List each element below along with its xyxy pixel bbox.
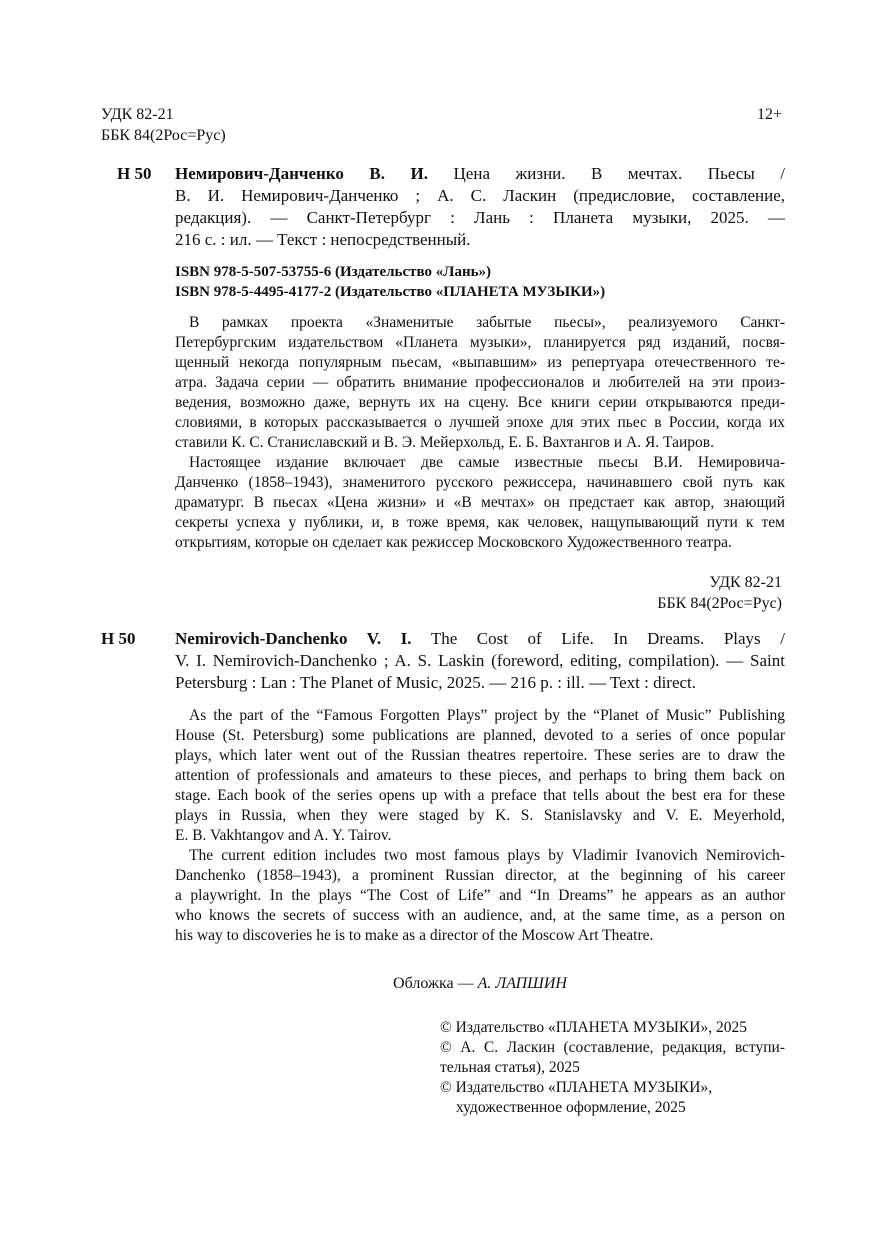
abstract-line: plays, which later went out of the Russian theatres repertoire. These series are to draw the [175,747,785,764]
age-rating: 12+ [757,106,783,123]
bibliographic-entry-en [175,628,785,694]
entry-line: V. I. Nemirovich-Danchenko ; A. S. Laskin (foreword, editing, compilation). — Saint [175,651,785,670]
bbk-code: ББК 84(2Рос=Рус) [657,595,782,612]
author-mark-ru: Н 50 [117,164,152,183]
isbn-lan: ISBN 978-5-507-53755-6 (Издательство «Лань») [175,264,492,280]
abstract-line: щенный некогда популярным пьесам, «выпавшим» из репертуара отечественного те- [175,354,785,371]
abstract-line: attention of professionals and amateurs to these pieces, and perhaps to bring them back on [175,767,785,784]
author-name-en: Nemirovich-Danchenko V. I. [175,629,412,648]
author-mark-en: Н 50 [101,629,136,648]
entry-line: Petersburg : Lan : The Planet of Music, 2025. — 216 p. : ill. — Text : direct. [175,673,697,692]
abstract-line: E. B. Vakhtangov and A. Y. Tairov. [175,827,392,844]
abstract-line: The current edition includes two most famous plays by Vladimir Ivanovich Nemirovich- [189,847,785,864]
abstract-line: ведения, возможно даже, вернуть их на сцену. Все книги серии открываются преди- [175,394,785,411]
abstract-line: словиями, в которых рассказывается о лучшей эпохе для этих пьес в России, когда их [175,414,785,431]
abstract-line: секреты успеха у публики, и, в тоже время, как человек, нащупывающий пути к тем [175,514,785,531]
isbn-block [175,262,605,302]
cover-credit [175,973,785,994]
abstract-line: атра. Задача серии — обратить внимание профессионалов и любителей на эти произ- [175,374,785,391]
abstract-line: Петербургским издательством «Планета музыки», планируется ряд изданий, посвя- [175,334,785,351]
abstract-line: Настоящее издание включает две самые известные пьесы В.И. Немировича- [189,454,785,471]
abstract-line: В рамках проекта «Знаменитые забытые пьесы», реализуемого Санкт- [189,314,785,331]
bibliographic-entry-ru [175,163,785,251]
abstract-line: As the part of the “Famous Forgotten Plays” project by the “Planet of Music” Publishing [189,707,785,724]
entry-title-en: The Cost of Life. In Dreams. Plays / [430,629,785,648]
classification-header [101,104,226,146]
abstract-line: Danchenko (1858–1943), a prominent Russian director, at the beginning of his career [175,867,785,884]
entry-line [175,163,785,185]
entry-line: редакция). — Санкт-Петербург : Лань : Планета музыки, 2025. — [175,208,785,227]
isbn-planet-music: ISBN 978-5-4495-4177-2 (Издательство «ПЛАНЕТА МУЗЫКИ») [175,284,606,300]
udk-code: УДК 82-21 [709,574,782,591]
abstract-line: stage. Each book of the series opens up with a preface that tells about the best era for these [175,787,785,804]
abstract-line: plays in Russia, when they were staged by K. S. Stanislavsky and V. E. Meyerhold, [175,807,785,824]
copyright-publisher: © Издательство «ПЛАНЕТА МУЗЫКИ», 2025 [440,1019,747,1036]
abstract-line: who knows the secrets of success with an audience, and, at the same time, as a person on [175,907,785,924]
abstract-line: a playwright. In the plays “The Cost of Life” and “In Dreams” he appears as an author [175,887,785,904]
copyright-editor: © А. С. Ласкин (составление, редакция, вступи- [440,1039,785,1056]
udk-code: УДК 82-21 [101,106,174,123]
copyright-design: © Издательство «ПЛАНЕТА МУЗЫКИ», [440,1079,713,1096]
entry-title-ru: Цена жизни. В мечтах. Пьесы / [453,164,786,183]
abstract-en [175,706,785,946]
author-name-ru: Немирович-Данченко В. И. [175,164,428,183]
abstract-line: драматург. В пьесах «Цена жизни» и «В мечтах» он предстает как автор, знающий [175,494,785,511]
abstract-line: House (St. Petersburg) some publications are planned, devoted to a series of once popular [175,727,785,744]
abstract-ru [175,313,785,553]
classification-right [560,572,782,614]
copyright-design-cont: художественное оформление, 2025 [456,1099,686,1116]
abstract-line: his way to discoveries he is to make as a director of the Moscow Art Theatre. [175,927,654,944]
abstract-line: ставили К. С. Станиславский и В. Э. Мейерхольд, Е. Б. Вахтангов и А. Я. Таиров. [175,434,715,451]
cover-artist: А. ЛАПШИН [477,975,567,992]
abstract-line: Данченко (1858–1943), знаменитого русского режиссера, начинавшего свой путь как [175,474,785,491]
cover-label: Обложка — [393,975,474,992]
entry-line [175,628,785,650]
copyright-block [440,1018,785,1118]
entry-line: В. И. Немирович-Данченко ; А. С. Ласкин (предисловие, составление, [175,186,785,205]
entry-line: 216 с. : ил. — Текст : непосредственный. [175,230,471,249]
abstract-line: открытиям, которые он сделает как режиссер Московского Художественного театра. [175,534,732,551]
copyright-editor-cont: тельная статья), 2025 [440,1059,580,1076]
bbk-code: ББК 84(2Рос=Рус) [101,127,226,144]
